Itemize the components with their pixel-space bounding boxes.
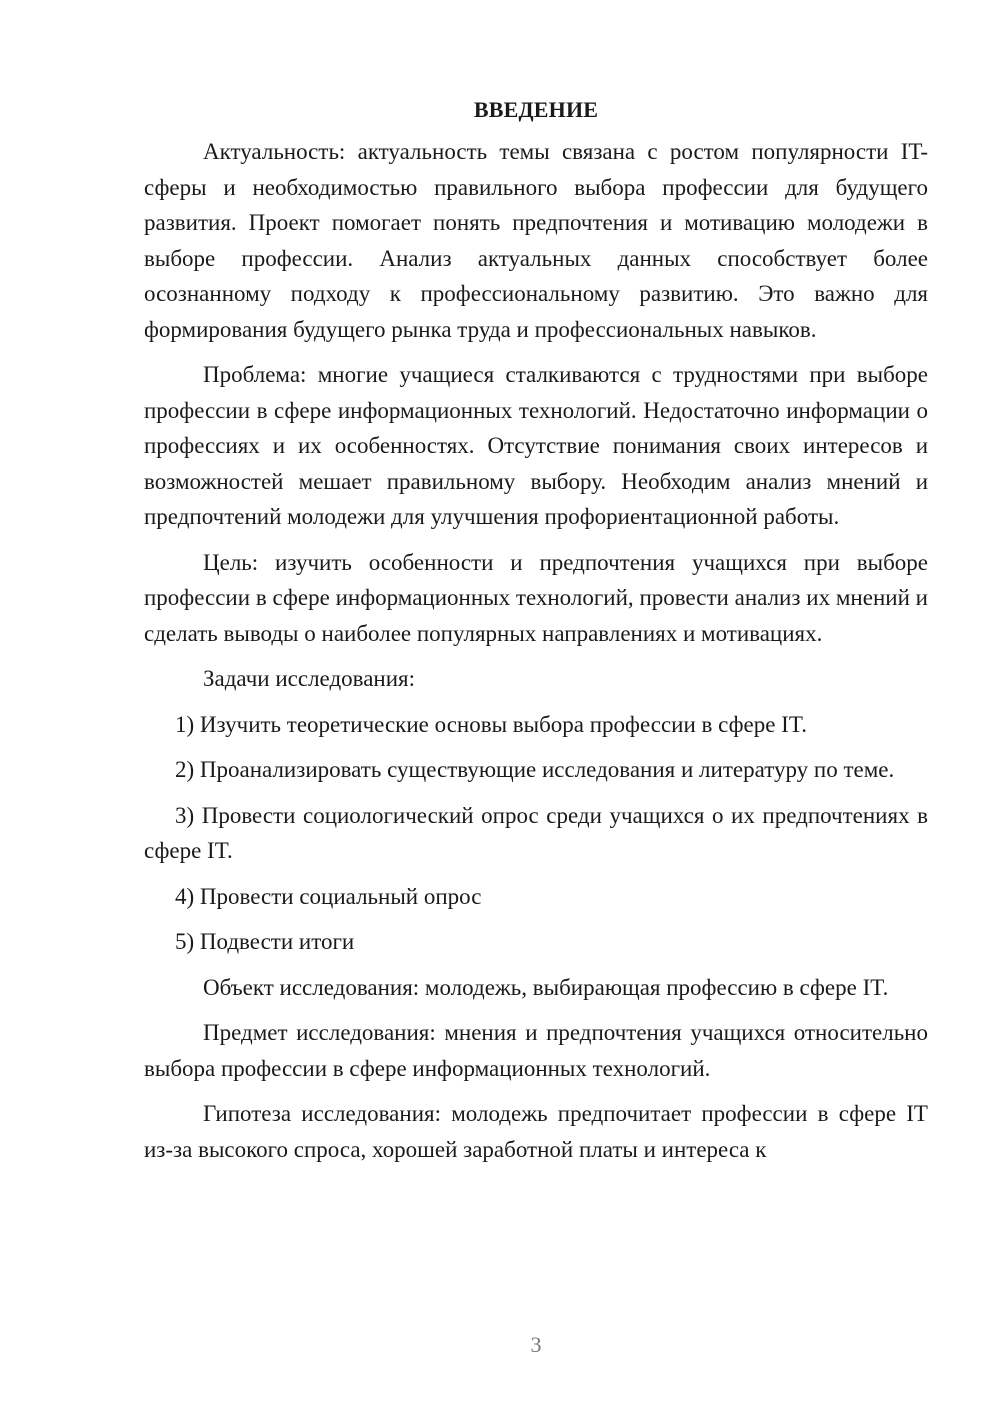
task-item-3: 3) Провести социологический опрос среди учащихся о их предпочтениях в сфере IT. <box>144 802 928 863</box>
task-item-4: 4) Провести социальный опрос <box>175 883 482 909</box>
page-number: 3 <box>530 1332 542 1357</box>
paragraph-relevance: Актуальность: актуальность темы связана с ростом популярности IT-сферы и необходимостью правильного выбора профессии для будущего развития. Проект помогает понять предпочтения и мотивацию молодежи в выборе профессии. Анализ актуальных данных способствует более осознанному подходу к профессиональному развитию. Это важно для формирования будущего рынка труда и профессиональных навыков. <box>144 139 928 342</box>
document-body <box>144 92 928 1177</box>
task-item-5: 5) Подвести итоги <box>175 929 355 954</box>
paragraph-hypothesis: Гипотеза исследования: молодежь предпочитает профессии в сфере IT из-за высокого спроса, хорошей заработной платы и интереса к <box>144 1101 928 1162</box>
paragraph-problem: Проблема: многие учащиеся сталкиваются с трудностями при выборе профессии в сфере информационных технологий. Недостаточно информации о профессиях и их особенностях. Отсутствие понимания своих интересов и возможностей мешает правильному выбору. Необходим анализ мнений и предпочтений молодежи для улучшения профориентационной работы. <box>144 362 928 529</box>
section-title: ВВЕДЕНИЕ <box>473 97 599 122</box>
paragraph-tasks-heading: Задачи исследования: <box>203 666 416 691</box>
task-item-1: 1) Изучить теоретические основы выбора профессии в сфере IT. <box>175 711 807 737</box>
task-item-2: 2) Проанализировать существующие исследования и литературу по теме. <box>175 757 895 782</box>
paragraph-goal: Цель: изучить особенности и предпочтения учащихся при выборе профессии в сфере информационных технологий, провести анализ их мнений и сделать выводы о наиболее популярных направлениях и мотивациях. <box>144 549 928 646</box>
paragraph-subject: Предмет исследования: мнения и предпочтения учащихся относительно выбора профессии в сфере информационных технологий. <box>144 1020 928 1081</box>
paragraph-object: Объект исследования: молодежь, выбирающая профессию в сфере IT. <box>203 974 889 1000</box>
